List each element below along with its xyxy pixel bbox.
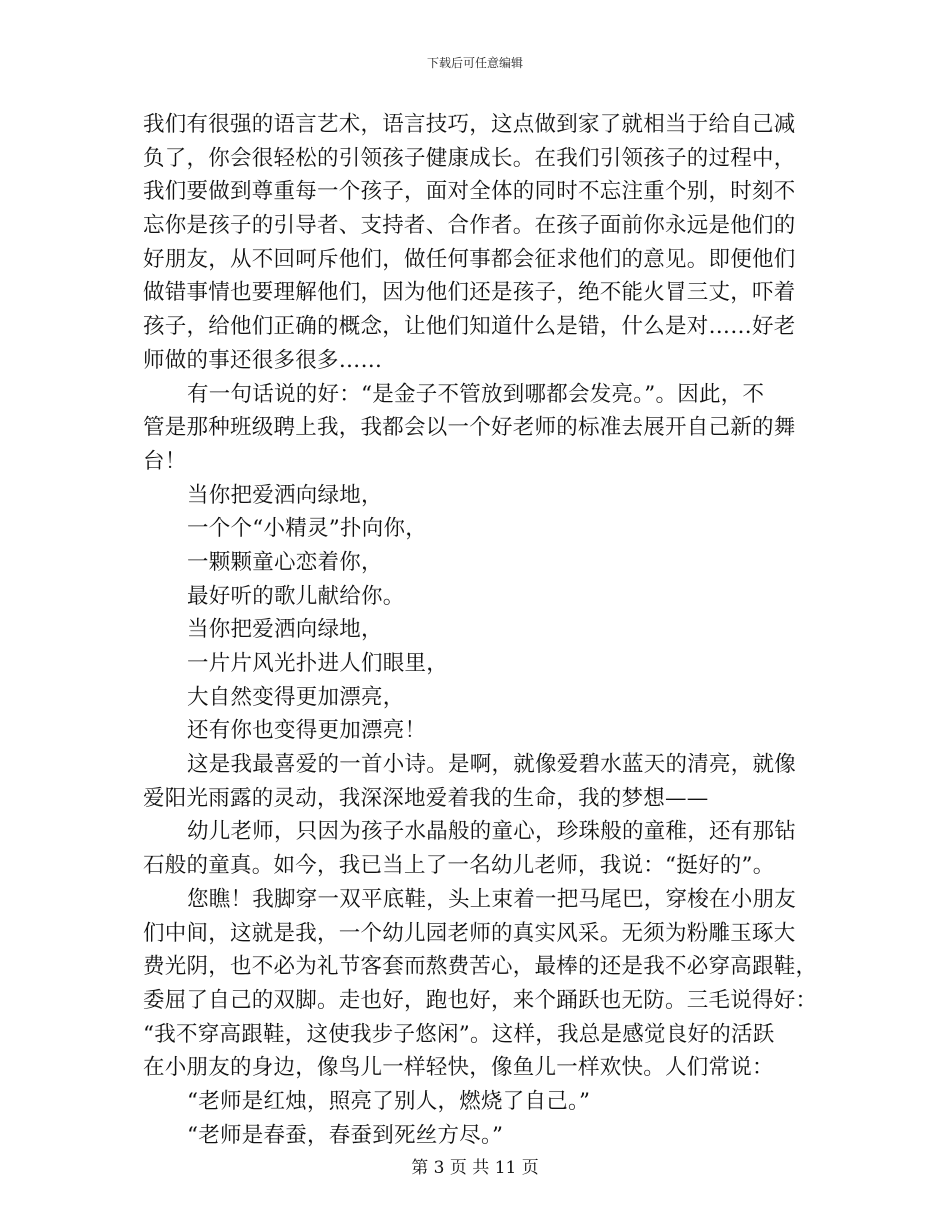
- text-line: 一颗颗童心恋着你，: [187, 549, 383, 575]
- text-line: 在小朋友的身边，像鸟儿一样轻快，像鱼儿一样欢快。人们常说：: [143, 1055, 774, 1081]
- text-line: 还有你也变得更加漂亮！: [187, 718, 427, 744]
- text-line: “老师是红烛，照亮了别人，燃烧了自己。”: [187, 1088, 591, 1114]
- text-line: “我不穿高跟鞋，这使我步子悠闲”。这样，我总是感觉良好的活跃: [143, 1021, 775, 1047]
- text-line: 石般的童真。如今，我已当上了一名幼儿老师，我说：“挺好的”。: [143, 853, 775, 879]
- text-line: 幼儿老师，只因为孩子水晶般的童心，珍珠般的童稚，还有那钻: [187, 819, 797, 845]
- text-line: 孩子，给他们正确的概念，让他们知道什么是错，什么是对……好老: [143, 314, 796, 340]
- text-line: 一个个“小精灵”扑向你，: [187, 516, 427, 542]
- text-line: 您瞧！我脚穿一双平底鞋，头上束着一把马尾巴，穿梭在小朋友: [187, 886, 797, 912]
- text-line: 我们要做到尊重每一个孩子，面对全体的同时不忘注重个别，时刻不: [143, 179, 796, 205]
- text-line: 当你把爱洒向绿地，: [187, 482, 383, 508]
- text-line: 台！: [143, 448, 187, 474]
- text-line: 们中间，这就是我，一个幼儿园老师的真实风采。无须为粉雕玉琢大: [143, 920, 796, 946]
- text-line: “老师是春蚕，春蚕到死丝方尽。”: [187, 1122, 504, 1148]
- text-line: 有一句话说的好：“是金子不管放到哪都会发亮。”。因此，不: [187, 381, 765, 407]
- text-line: 师做的事还很多很多……: [143, 347, 383, 373]
- text-line: 最好听的歌儿献给你。: [187, 583, 405, 609]
- text-line: 费光阴，也不必为礼节客套而熬费苦心，最棒的还是我不必穿高跟鞋，: [143, 954, 818, 980]
- text-line: 爱阳光雨露的灵动，我深深地爱着我的生命，我的梦想——: [143, 785, 709, 811]
- text-line: 我们有很强的语言艺术，语言技巧，这点做到家了就相当于给自己减: [143, 112, 796, 137]
- page-footer: 第 3 页 共 11 页: [411, 1158, 539, 1178]
- text-line: 做错事情也要理解他们，因为他们还是孩子，绝不能火冒三丈，吓着: [143, 280, 796, 306]
- text-line: 忘你是孩子的引导者、支持者、合作者。在孩子面前你永远是他们的: [143, 213, 796, 239]
- text-line: 好朋友，从不回呵斥他们，做任何事都会征求他们的意见。即便他们: [143, 246, 796, 272]
- text-line: 这是我最喜爱的一首小诗。是啊，就像爱碧水蓝天的清亮，就像: [187, 752, 797, 778]
- text-line: 负了，你会很轻松的引领孩子健康成长。在我们引领孩子的过程中，: [143, 145, 796, 171]
- page-header: 下载后可任意编辑: [426, 56, 523, 70]
- text-line: 大自然变得更加漂亮，: [187, 684, 405, 710]
- document-body: [143, 108, 818, 1152]
- text-line: 当你把爱洒向绿地，: [187, 617, 383, 643]
- text-line: 一片片风光扑进人们眼里，: [187, 651, 449, 676]
- text-line: 管是那种班级聘上我，我都会以一个好老师的标准去展开自己新的舞: [143, 415, 796, 441]
- text-line: 委屈了自己的双脚。走也好，跑也好，来个踊跃也无防。三毛说得好：: [143, 987, 818, 1013]
